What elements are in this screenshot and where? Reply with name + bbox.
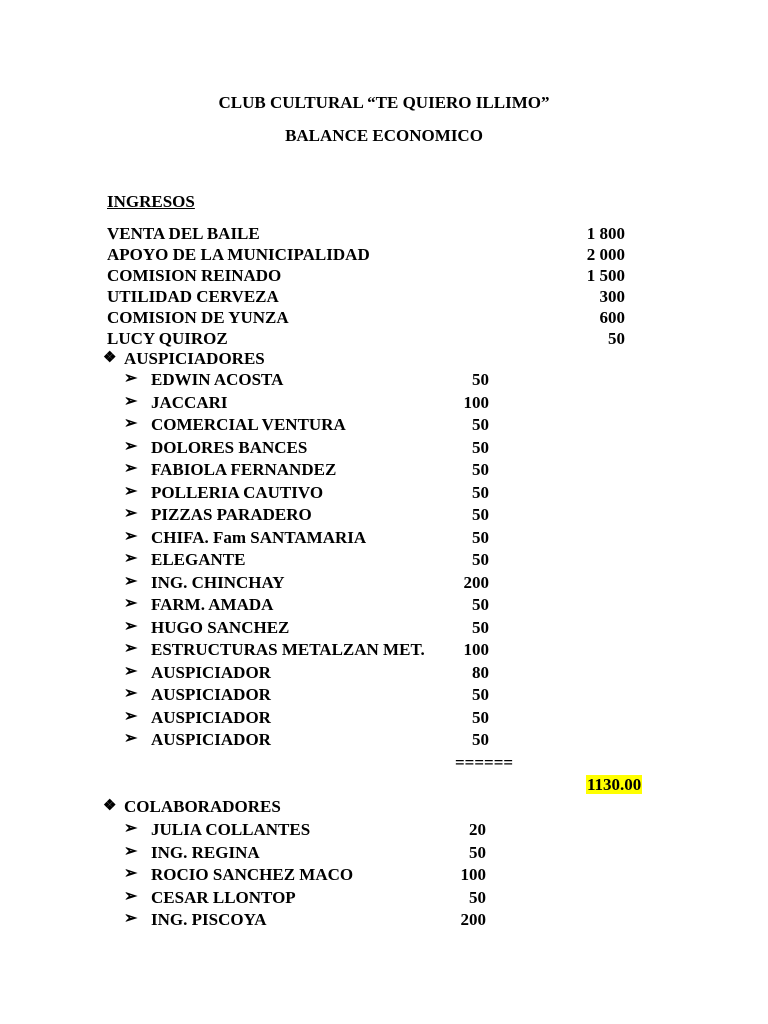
colaborador-label: ING. PISCOYA bbox=[151, 910, 267, 929]
auspiciador-label: JACCARI bbox=[151, 392, 228, 412]
diamond-bullet-icon: ❖ bbox=[103, 798, 117, 814]
auspiciadores-heading: AUSPICIADORES bbox=[124, 349, 265, 368]
ingreso-amount: 1 500 bbox=[586, 266, 625, 285]
ingreso-amount: 50 bbox=[608, 329, 625, 348]
auspiciador-amount: 50 bbox=[472, 437, 489, 457]
auspiciador-label: AUSPICIADOR bbox=[151, 662, 271, 682]
auspiciador-amount: 50 bbox=[472, 460, 489, 479]
auspiciadores-total bbox=[586, 776, 642, 793]
ingreso-label: UTILIDAD CERVEZA bbox=[107, 287, 279, 306]
arrow-bullet-icon: ➢ bbox=[124, 482, 138, 500]
ingreso-amount: 300 bbox=[599, 287, 625, 306]
auspiciador-amount: 100 bbox=[463, 392, 489, 412]
arrow-bullet-icon: ➢ bbox=[124, 662, 138, 680]
auspiciador-amount: 100 bbox=[463, 640, 489, 659]
arrow-bullet-icon: ➢ bbox=[124, 437, 138, 455]
auspiciador-label: ESTRUCTURAS METALZAN MET. bbox=[151, 640, 425, 659]
colaborador-amount: 50 bbox=[469, 887, 486, 907]
colaboradores-heading: COLABORADORES bbox=[124, 797, 281, 816]
ingreso-label: COMISION REINADO bbox=[107, 266, 282, 285]
ingreso-label: VENTA DEL BAILE bbox=[107, 224, 260, 243]
auspiciador-amount: 50 bbox=[472, 415, 489, 434]
arrow-bullet-icon: ➢ bbox=[124, 527, 138, 545]
auspiciador-label: ING. CHINCHAY bbox=[151, 572, 285, 592]
arrow-bullet-icon: ➢ bbox=[124, 910, 138, 927]
auspiciador-amount: 50 bbox=[472, 527, 489, 547]
arrow-bullet-icon: ➢ bbox=[124, 460, 138, 477]
ingresos-heading: INGRESOS bbox=[107, 192, 195, 211]
arrow-bullet-icon: ➢ bbox=[124, 685, 138, 702]
ingreso-amount: 2 000 bbox=[586, 245, 625, 264]
auspiciador-amount: 50 bbox=[472, 730, 489, 749]
auspiciador-label: FARM. AMADA bbox=[151, 595, 274, 614]
arrow-bullet-icon: ➢ bbox=[124, 820, 138, 837]
auspiciador-amount: 50 bbox=[472, 685, 489, 704]
arrow-bullet-icon: ➢ bbox=[124, 392, 138, 410]
auspiciador-label: HUGO SANCHEZ bbox=[151, 617, 290, 637]
auspiciador-amount: 50 bbox=[472, 550, 489, 569]
document-subtitle: BALANCE ECONOMICO bbox=[285, 126, 483, 145]
ingreso-label: APOYO DE LA MUNICIPALIDAD bbox=[107, 245, 370, 264]
auspiciador-label: ELEGANTE bbox=[151, 550, 246, 569]
auspiciador-label: AUSPICIADOR bbox=[151, 707, 271, 727]
separator-line: ====== bbox=[455, 753, 514, 772]
arrow-bullet-icon: ➢ bbox=[124, 595, 138, 612]
auspiciador-amount: 50 bbox=[472, 707, 489, 727]
arrow-bullet-icon: ➢ bbox=[124, 415, 138, 432]
arrow-bullet-icon: ➢ bbox=[124, 550, 138, 567]
ingreso-label: COMISION DE YUNZA bbox=[107, 308, 289, 327]
auspiciador-label: COMERCIAL VENTURA bbox=[151, 415, 346, 434]
auspiciador-amount: 200 bbox=[463, 572, 489, 592]
document-title: CLUB CULTURAL “TE QUIERO ILLIMO” bbox=[218, 93, 550, 112]
colaborador-amount: 20 bbox=[469, 820, 486, 839]
arrow-bullet-icon: ➢ bbox=[124, 730, 138, 747]
auspiciador-label: CHIFA. Fam SANTAMARIA bbox=[151, 527, 367, 547]
arrow-bullet-icon: ➢ bbox=[124, 370, 138, 387]
arrow-bullet-icon: ➢ bbox=[124, 865, 138, 882]
auspiciador-amount: 50 bbox=[472, 595, 489, 614]
colaborador-amount: 200 bbox=[460, 910, 486, 929]
arrow-bullet-icon: ➢ bbox=[124, 640, 138, 657]
ingreso-amount: 600 bbox=[599, 308, 625, 327]
colaborador-amount: 50 bbox=[469, 842, 486, 862]
auspiciador-label: AUSPICIADOR bbox=[151, 685, 271, 704]
colaborador-label: ROCIO SANCHEZ MACO bbox=[151, 865, 354, 884]
arrow-bullet-icon: ➢ bbox=[124, 707, 138, 725]
auspiciador-label: PIZZAS PARADERO bbox=[151, 505, 312, 524]
arrow-bullet-icon: ➢ bbox=[124, 887, 138, 905]
arrow-bullet-icon: ➢ bbox=[124, 617, 138, 635]
auspiciador-label: FABIOLA FERNANDEZ bbox=[151, 460, 337, 479]
ingreso-label: LUCY QUIROZ bbox=[107, 329, 228, 348]
auspiciador-label: AUSPICIADOR bbox=[151, 730, 271, 749]
colaborador-amount: 100 bbox=[460, 865, 486, 884]
arrow-bullet-icon: ➢ bbox=[124, 842, 138, 860]
arrow-bullet-icon: ➢ bbox=[124, 572, 138, 590]
auspiciador-amount: 50 bbox=[472, 617, 489, 637]
auspiciador-label: DOLORES BANCES bbox=[151, 437, 308, 457]
colaborador-label: CESAR LLONTOP bbox=[151, 887, 296, 907]
auspiciador-amount: 50 bbox=[472, 370, 489, 389]
auspiciadores-total-value: 1130.00 bbox=[587, 775, 642, 794]
ingreso-amount: 1 800 bbox=[586, 224, 625, 243]
auspiciador-label: EDWIN ACOSTA bbox=[151, 370, 284, 389]
auspiciador-amount: 80 bbox=[472, 662, 489, 682]
auspiciador-amount: 50 bbox=[472, 482, 489, 502]
auspiciador-label: POLLERIA CAUTIVO bbox=[151, 482, 324, 502]
auspiciador-amount: 50 bbox=[472, 505, 489, 524]
diamond-bullet-icon: ❖ bbox=[103, 350, 117, 366]
arrow-bullet-icon: ➢ bbox=[124, 505, 138, 522]
colaborador-label: ING. REGINA bbox=[151, 842, 260, 862]
colaborador-label: JULIA COLLANTES bbox=[151, 820, 311, 839]
